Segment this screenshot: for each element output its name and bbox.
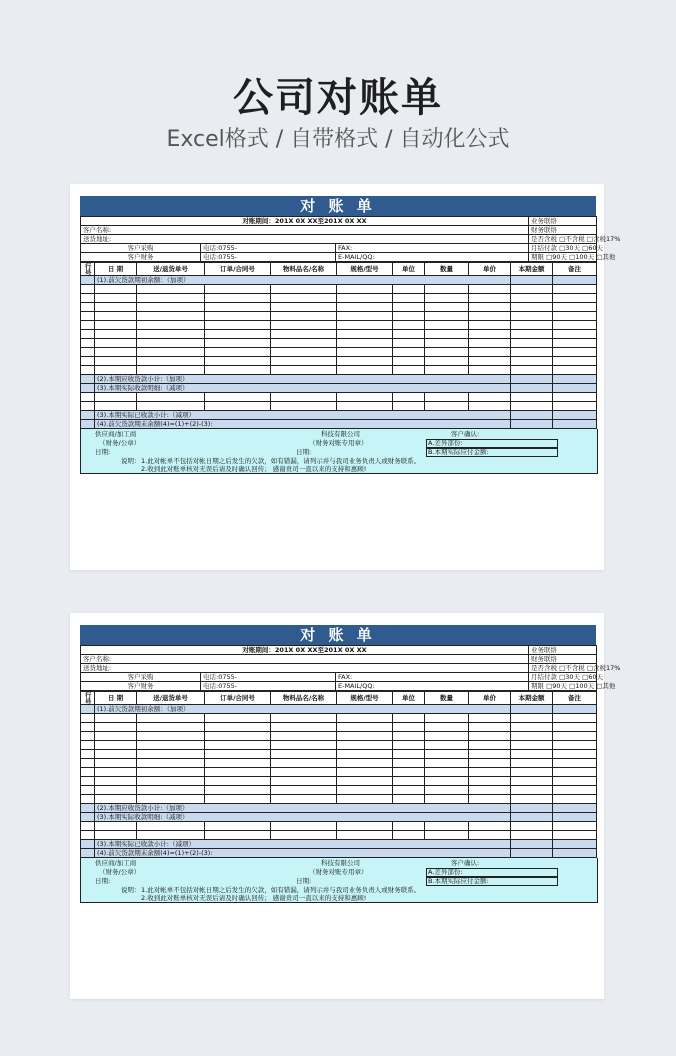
supplier-date: 日期: [95, 448, 111, 456]
section-received-subtotal: (3).本期实际已收款小计:（减项） [81, 840, 597, 849]
note-2: 2.收到此对账单核对无误后请及时确认回传； 感谢贵司一直以来的支持和惠顾! [141, 465, 367, 473]
column-header: 单位 [393, 263, 425, 276]
fax: FAX: [336, 244, 529, 253]
section-opening-balance: (1).前欠货款期初余额：（加项） [81, 705, 597, 714]
hero-subtitle: Excel格式 / 自带格式 / 自动化公式 [166, 127, 510, 152]
customer-name: 客户名称: [81, 655, 529, 664]
company-seal: （财务对账专用章） [309, 868, 368, 876]
company-date: 日期: [296, 877, 312, 885]
finance-label: 客户财务 [81, 253, 201, 262]
column-header: 单价 [469, 692, 511, 705]
column-header: 日 期 [95, 263, 137, 276]
customer-confirm: 客户确认: [451, 859, 480, 867]
column-header: 数量 [425, 692, 469, 705]
confirm-payable: B.本期实际应付金额: [426, 448, 558, 457]
table-row [81, 312, 597, 321]
footer-confirmation [80, 429, 598, 474]
table-row [81, 357, 597, 366]
table-row [81, 321, 597, 330]
table-row [81, 303, 597, 312]
column-header-row [81, 692, 597, 705]
table-row [81, 732, 597, 741]
purchaser-label: 客户采购 [81, 673, 201, 682]
sheet-title: 对 账 单 [80, 625, 596, 645]
table-row [81, 750, 597, 759]
preview-card-2 [70, 613, 621, 999]
section-opening-balance: (1).前欠货款期初余额：（加项） [81, 276, 597, 285]
right-business: 业务联络 [529, 217, 597, 226]
email: E-MAIL/QQ: [336, 253, 529, 262]
column-header: 规格/型号 [337, 692, 393, 705]
column-header: 日 期 [95, 692, 137, 705]
statement-sheet [80, 196, 621, 474]
table-row [81, 768, 597, 777]
note-1: 1.此对帐单不包括对帐日期之后发生的欠款，如有错漏，请列示并与我司业务负责人或财务联系。 [141, 457, 421, 465]
table-row [81, 795, 597, 804]
column-header: 送/退货单号 [137, 263, 205, 276]
right-business: 业务联络 [529, 646, 597, 655]
column-header: 单价 [469, 263, 511, 276]
table-row [81, 285, 597, 294]
detail-table [80, 691, 597, 858]
table-row [81, 366, 597, 375]
section-closing-balance: (4).前欠货款期末余额(4)=(1)+(2)-(3): [81, 849, 597, 858]
note-1: 1.此对帐单不包括对帐日期之后发生的欠款，如有错漏，请列示并与我司业务负责人或财务联系。 [141, 886, 421, 894]
column-header: 订单/合同号 [205, 263, 271, 276]
column-header: 订单/合同号 [205, 692, 271, 705]
note-2: 2.收到此对账单核对无误后请及时确认回传； 感谢贵司一直以来的支持和惠顾! [141, 894, 367, 902]
section-closing-balance: (4).前欠货款期末余额(4)=(1)+(2)-(3): [81, 420, 597, 429]
table-row [81, 339, 597, 348]
footer-confirmation [80, 858, 598, 903]
table-row [81, 714, 597, 723]
right-term: 期限 □90天 □100天 □其他 [529, 682, 597, 691]
column-header: 行号 [81, 263, 95, 276]
column-header: 备注 [553, 692, 597, 705]
table-row [81, 777, 597, 786]
table-row [81, 294, 597, 303]
customer-confirm: 客户确认: [451, 430, 480, 438]
right-monthly: 月结付款 □30天 □60天 [529, 244, 597, 253]
table-row [81, 786, 597, 795]
column-header: 数量 [425, 263, 469, 276]
confirm-diff: A.差异部份: [426, 868, 558, 877]
section-received-detail: (3).本期实际收款明细:（减项） [81, 384, 597, 393]
column-header: 行号 [81, 692, 95, 705]
header-info-table [80, 216, 621, 262]
phone1: 电话:0755- [201, 673, 336, 682]
detail-table [80, 262, 597, 429]
section-receivable-subtotal: (2).本期应收货款小计:（加项） [81, 375, 597, 384]
supplier-date: 日期: [95, 877, 111, 885]
table-row [81, 741, 597, 750]
confirm-payable: B.本期实际应付金额: [426, 877, 558, 886]
right-finance: 财务联络 [529, 226, 597, 235]
section-receivable-subtotal: (2).本期应收货款小计:（加项） [81, 804, 597, 813]
table-row [81, 393, 597, 402]
purchaser-label: 客户采购 [81, 244, 201, 253]
table-row [81, 723, 597, 732]
column-header: 备注 [553, 263, 597, 276]
phone2: 电话:0755- [201, 682, 336, 691]
customer-name: 客户名称: [81, 226, 529, 235]
table-row [81, 348, 597, 357]
supplier-label: 供应商/加工商 [95, 430, 137, 438]
confirm-diff: A.差异部份: [426, 439, 558, 448]
period-cell: 对账期间：201X 0X XX至201X 0X XX [81, 217, 529, 226]
company-seal: （财务对账专用章） [309, 439, 368, 447]
phone1: 电话:0755- [201, 244, 336, 253]
note-label: 说明： [121, 457, 141, 465]
supplier-seal: （财务/公章） [99, 868, 141, 876]
column-header: 本期金额 [511, 692, 553, 705]
right-tax: 是否含税 □不含税 □含税17% [529, 235, 597, 244]
right-finance: 财务联络 [529, 655, 597, 664]
header-info-table [80, 645, 621, 691]
sheet-title: 对 账 单 [80, 196, 596, 216]
section-received-subtotal: (3).本期实际已收款小计:（减项） [81, 411, 597, 420]
supplier-seal: （财务/公章） [99, 439, 141, 447]
section-received-detail: (3).本期实际收款明细:（减项） [81, 813, 597, 822]
column-header: 本期金额 [511, 263, 553, 276]
note-label: 说明： [121, 886, 141, 894]
column-header: 物料品名/名称 [271, 263, 337, 276]
ship-address: 送货地址: [81, 664, 529, 673]
period-cell: 对账期间：201X 0X XX至201X 0X XX [81, 646, 529, 655]
company-date: 日期: [296, 448, 312, 456]
company-name: 科技有限公司 [321, 430, 360, 438]
column-header-row [81, 263, 597, 276]
column-header: 单位 [393, 692, 425, 705]
phone2: 电话:0755- [201, 253, 336, 262]
finance-label: 客户财务 [81, 682, 201, 691]
right-monthly: 月结付款 □30天 □60天 [529, 673, 597, 682]
table-row [81, 330, 597, 339]
fax: FAX: [336, 673, 529, 682]
hero-title: 公司对账单 [233, 75, 443, 121]
preview-card-1 [70, 184, 621, 570]
table-row [81, 759, 597, 768]
right-term: 期限 □90天 □100天 □其他 [529, 253, 597, 262]
table-row [81, 402, 597, 411]
column-header: 规格/型号 [337, 263, 393, 276]
table-row [81, 831, 597, 840]
ship-address: 送货地址: [81, 235, 529, 244]
statement-sheet [80, 625, 621, 903]
supplier-label: 供应商/加工商 [95, 859, 137, 867]
email: E-MAIL/QQ: [336, 682, 529, 691]
column-header: 物料品名/名称 [271, 692, 337, 705]
table-row [81, 822, 597, 831]
column-header: 送/退货单号 [137, 692, 205, 705]
right-tax: 是否含税 □不含税 □含税17% [529, 664, 597, 673]
company-name: 科技有限公司 [321, 859, 360, 867]
